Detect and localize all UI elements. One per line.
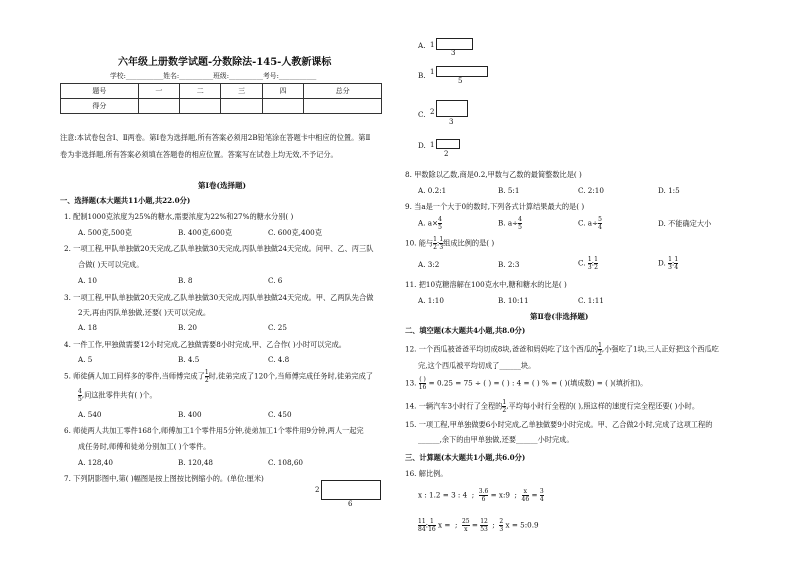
figure-option-d-label[interactable]: D. xyxy=(418,141,426,150)
q5-fraction-2: $\frac{4}{5}$ xyxy=(78,388,82,403)
q4-option-a[interactable]: A. 5 xyxy=(78,355,93,364)
q6-stem: 6. 师徒两人共加工零件168个,师傅加工1个零件用5分钟,徒弟加工1个零件用9分钟,两人一起完 xyxy=(64,426,364,435)
score-input-cell[interactable] xyxy=(180,99,221,114)
q5-stem-a: 5. 师徒俩人加工同样多的零件,当师傅完成了 xyxy=(64,371,205,381)
q5-option-a[interactable]: A. 540 xyxy=(78,410,102,419)
q11-option-c[interactable]: C. 1:11 xyxy=(578,296,604,305)
q8-option-d[interactable]: D. 1:5 xyxy=(658,186,680,195)
figure-option-a-label[interactable]: A. xyxy=(418,41,426,50)
q16-eq4-fraction-2: $\frac{1}{16}$ xyxy=(428,518,436,533)
q1-option-a[interactable]: A. 500克,500克 xyxy=(78,228,132,237)
q13-line: 13. $\frac{( )}{16}$ = 0.25 = 75 ÷ ( ) = ( ) : 4 = ( ) % = ( )(填成数) = ( )(填折扣)。 xyxy=(405,376,648,391)
q1-option-c[interactable]: C. 600克,400克 xyxy=(268,228,322,237)
figure-option-a-width: 3 xyxy=(451,49,456,57)
part1-heading: 第Ⅰ卷(选择题) xyxy=(198,181,247,190)
q16-eq5-fraction-2: $\frac{12}{53}$ xyxy=(480,518,488,533)
q5-stem-b: 时,徒弟完成了120个,当师傅完成任务时,徒弟完成了 xyxy=(208,371,373,381)
q4-stem: 4. 一件工作,甲独做需要12小时完成,乙独做需要8小时完成,甲、乙合作( )小时可以完成。 xyxy=(64,340,346,349)
figure-option-b-width: 5 xyxy=(458,77,463,85)
section1-title: 一、选择题(本大题共11小题,共22.0分) xyxy=(60,196,191,205)
score-cell: 总分 xyxy=(304,84,382,99)
q8-option-b[interactable]: B. 5:1 xyxy=(498,186,520,195)
score-cell: 二 xyxy=(180,84,221,99)
q10-option-b[interactable]: B. 2:3 xyxy=(498,260,520,269)
score-input-cell[interactable] xyxy=(262,99,303,114)
figure-option-d-width: 2 xyxy=(444,150,449,158)
figure-option-b-rectangle[interactable] xyxy=(436,66,488,77)
q7-figure-height-label: 2 xyxy=(315,486,320,494)
q16-eq4: x = xyxy=(438,520,451,530)
student-info-line: 学校:___________姓名:__________班级:__________考号:___________ xyxy=(110,72,317,80)
q9-a-fraction: $\frac{4}{5}$ xyxy=(438,216,442,231)
q2-option-c[interactable]: C. 6 xyxy=(268,276,283,285)
q6-option-a[interactable]: A. 128,40 xyxy=(78,458,113,467)
q16-eq3-left: $\frac{x}{46}$ xyxy=(521,488,530,503)
q10-option-a[interactable]: A. 3:2 xyxy=(418,260,440,269)
notice-line-1: 注意:本试卷包含Ⅰ、Ⅱ两卷。第Ⅰ卷为选择题,所有答案必须用2B铅笔涂在答题卡中相应的位置。第Ⅱ xyxy=(60,133,371,142)
part2-heading: 第Ⅱ卷(非选择题) xyxy=(530,312,589,321)
q9-option-d[interactable]: D. 不能确定大小 xyxy=(658,219,712,228)
figure-option-d-rectangle[interactable] xyxy=(436,139,460,149)
q10-fraction-2: $\frac{1}{3}$ xyxy=(439,236,444,251)
q12-line-2: 完,这个西瓜被平均切成了______块。 xyxy=(418,361,536,370)
q2-option-a[interactable]: A. 10 xyxy=(78,276,97,285)
q9-b-fraction: $\frac{4}{5}$ xyxy=(518,216,522,231)
score-input-cell[interactable] xyxy=(221,99,262,114)
q16-eq5: = xyxy=(471,520,478,530)
figure-option-a-height: 1 xyxy=(430,41,435,49)
score-input-cell[interactable] xyxy=(304,99,382,114)
q8-option-c[interactable]: C. 2:10 xyxy=(578,186,604,195)
q10-fraction-1: $\frac{1}{2}$ xyxy=(433,236,437,251)
score-cell: 四 xyxy=(262,84,303,99)
figure-option-c-height: 2 xyxy=(430,108,435,116)
q16-eq1: x : 1.2 = 3 : 4 xyxy=(418,490,468,500)
q9-stem: 9. 当a是一个大于0的数时,下列各式计算结果最大的是( ) xyxy=(405,202,585,211)
q9-option-c[interactable]: C. a÷ $\frac{5}{4}$ xyxy=(578,216,602,231)
q16-title: 16. 解比例。 xyxy=(405,469,448,478)
q12-fraction: $\frac{1}{2}$ xyxy=(598,342,602,357)
q6-option-c[interactable]: C. 108,60 xyxy=(268,458,303,467)
score-cell: 三 xyxy=(221,84,262,99)
q7-figure-width-label: 6 xyxy=(348,500,353,508)
score-input-cell[interactable] xyxy=(138,99,179,114)
q5-stem-2: $\frac{4}{5}$ ,问这批零件共有( )个。 xyxy=(78,388,157,403)
q9-c-fraction: $\frac{5}{4}$ xyxy=(598,216,602,231)
q5-option-b[interactable]: B. 400 xyxy=(178,410,202,419)
figure-option-c-rectangle[interactable] xyxy=(436,100,468,117)
q11-stem: 11. 把10克糖溶解在100克水中,糖和糖水的比是( ) xyxy=(405,280,567,289)
q1-stem: 1. 配制1000克浓度为25%的糖水,需要浓度为22%和27%的糖水分别( ) xyxy=(64,212,294,221)
q9-option-b[interactable]: B. a÷ $\frac{4}{5}$ xyxy=(498,216,522,231)
figure-option-d-height: 1 xyxy=(430,141,435,149)
q16-eq2-fraction: $\frac{3.6}{6}$ xyxy=(478,488,489,503)
q9-option-a[interactable]: A. a× $\frac{4}{5}$ xyxy=(418,216,442,231)
q11-option-a[interactable]: A. 1:10 xyxy=(418,296,444,305)
q16-eq2: = x:9 xyxy=(490,490,510,500)
q1-option-b[interactable]: B. 400克,600克 xyxy=(178,228,232,237)
q6-option-b[interactable]: B. 120,48 xyxy=(178,458,214,467)
q6-stem-2: 成任务时,师傅和徒弟分别加工( )个零件。 xyxy=(78,442,211,451)
q5-option-c[interactable]: C. 450 xyxy=(268,410,292,419)
q8-stem: 8. 甲数除以乙数,商是0.2,甲数与乙数的最简整数比是( ) xyxy=(405,170,582,179)
q11-option-b[interactable]: B. 10:11 xyxy=(498,296,529,305)
score-table-header-row xyxy=(61,84,382,99)
q13-fraction: $\frac{( )}{16}$ xyxy=(418,376,427,391)
score-table-score-row xyxy=(61,99,382,114)
figure-option-b-height: 1 xyxy=(430,68,435,76)
q3-stem: 3. 一项工程,甲队单独做20天完成,乙队单独做30天完成,丙队单独做24天完成。甲、乙两队先合做 xyxy=(64,293,374,302)
q14-line: 14. 一辆汽车3小时行了全程的 $\frac{1}{2}$ ,平均每小时行全程的( ),照这样的速度行完全程还要( )小时。 xyxy=(405,399,700,414)
q2-stem: 2. 一项工程,甲队单独做20天完成,乙队单独做30天完成,丙队单独做24天完成。问甲、乙、丙三队 xyxy=(64,244,374,253)
q14-fraction: $\frac{1}{2}$ xyxy=(502,399,507,414)
q2-stem-2: 合做( )天可以完成。 xyxy=(78,260,144,269)
q2-option-b[interactable]: B. 8 xyxy=(178,276,193,285)
q4-option-b[interactable]: B. 4.5 xyxy=(178,355,200,364)
q16-eq6-fraction: $\frac{2}{3}$ xyxy=(499,518,504,533)
q16-eq3: = xyxy=(531,490,538,500)
score-cell: 得分 xyxy=(61,99,139,114)
q16-eq3-right: $\frac{3}{4}$ xyxy=(539,488,544,503)
q5-fraction-1: $\frac{1}{2}$ xyxy=(204,369,209,384)
q16-eq5-fraction-1: $\frac{25}{x}$ xyxy=(461,518,470,533)
score-cell: 一 xyxy=(138,84,179,99)
page-title: 六年级上册数学试题-分数除法-145-人教新课标 xyxy=(118,57,332,68)
score-cell: 题号 xyxy=(61,84,139,99)
q3-stem-2: 2天,再由丙队单独做,还要( )天可以完成。 xyxy=(78,308,211,317)
q10-option-d[interactable]: D. $\frac{1}{3}$ : $\frac{1}{4}$ xyxy=(658,256,679,271)
q16-equation-row-1: x : 1.2 = 3 : 4 ; $\frac{3.6}{6}$ = x:9 ; $\frac{x}{46}$ = $\frac{3}{4}$ xyxy=(418,488,544,503)
figure-option-c-label[interactable]: C. xyxy=(418,110,426,119)
score-table xyxy=(60,83,382,114)
q15-line-2: ______,余下的由甲单独做,还要______小时完成。 xyxy=(418,435,574,444)
section2-title: 二、填空题(本大题共4小题,共8.0分) xyxy=(405,326,526,335)
figure-option-c-width: 3 xyxy=(449,118,454,126)
q8-option-a[interactable]: A. 0.2:1 xyxy=(418,186,447,195)
q10-stem: 10. 能与 $\frac{1}{2}$ : $\frac{1}{3}$ 组成比例的是( ) xyxy=(405,236,495,251)
notice-line-2: 卷为非选择题,所有答案必须填在答题卷的相应位置。答案写在试卷上均无效,不予记分。 xyxy=(60,150,338,159)
q3-option-c[interactable]: C. 25 xyxy=(268,323,287,332)
q12-line-1: 12. 一个西瓜被爸爸平均切成8块,爸爸和妈妈吃了这个西瓜的 $\frac{1}{2}$ ,小强吃了1块,三人正好把这个西瓜吃 xyxy=(405,342,719,357)
q16-equation-row-2: $\frac{11}{84}$ : $\frac{1}{16}$ x = ; $\frac{25}{x}$ = $\frac{12}{53}$ ; $\frac{2}{3}$ x = 5:0.9 xyxy=(418,518,539,533)
q7-reference-rectangle xyxy=(321,480,381,500)
q15-line-1: 15. 一项工程,甲单独做要6小时完成,乙单独做要9小时完成。甲、乙合做2小时,完成了这项工程的 xyxy=(405,420,713,429)
q5-stem xyxy=(64,369,373,384)
q16-eq6: x = 5:0.9 xyxy=(505,520,539,530)
section3-title: 三、计算题(本大题共1小题,共6.0分) xyxy=(405,453,526,462)
figure-option-b-label[interactable]: B. xyxy=(418,71,426,80)
q3-option-a[interactable]: A. 18 xyxy=(78,323,97,332)
q16-eq4-fraction-1: $\frac{11}{84}$ xyxy=(418,518,426,533)
q7-stem: 7. 下列阴影图中,第( )幅图是按上图按比例缩小的。(单位:厘米) xyxy=(64,474,264,483)
q3-option-b[interactable]: B. 20 xyxy=(178,323,197,332)
q10-option-c[interactable]: C. $\frac{1}{3}$ : $\frac{1}{2}$ xyxy=(578,256,598,271)
q4-option-c[interactable]: C. 4.8 xyxy=(268,355,290,364)
